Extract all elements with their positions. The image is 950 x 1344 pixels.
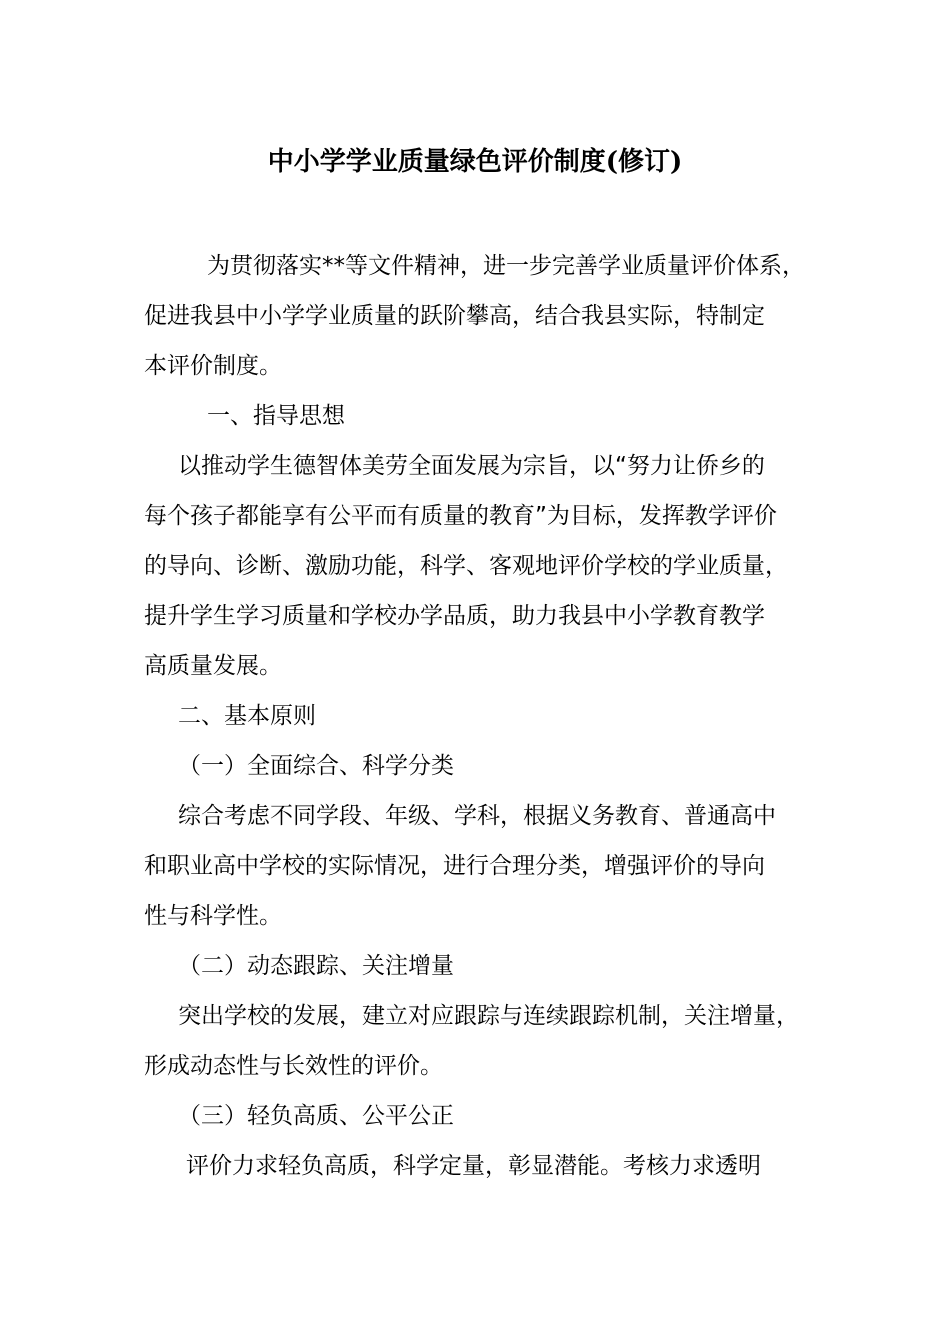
paragraph-line: 突出学校的发展，建立对应跟踪与连续跟踪机制，关注增量， [178,1003,799,1029]
subsection-heading: （三）轻负高质、公平公正 [178,1103,454,1129]
paragraph-line: 形成动态性与长效性的评价。 [144,1053,443,1079]
section-heading: 二、基本原则 [178,703,316,729]
paragraph-line: 提升学生学习质量和学校办学品质，助力我县中小学教育教学 [144,603,765,629]
document-title: 中小学学业质量绿色评价制度(修订) [267,147,683,177]
paragraph-line: 综合考虑不同学段、年级、学科，根据义务教育、普通高中 [178,803,776,829]
paragraph-line: 每个孩子都能享有公平而有质量的教育”为目标，发挥教学评价 [144,503,777,529]
paragraph-line: 评价力求轻负高质，科学定量，彰显潜能。考核力求透明 [186,1153,761,1179]
section-heading: 一、指导思想 [207,403,345,429]
paragraph-line: 为贯彻落实**等文件精神，进一步完善学业质量评价体系， [207,253,805,279]
paragraph-line: 本评价制度。 [144,353,282,379]
paragraph-line: 促进我县中小学学业质量的跃阶攀高，结合我县实际，特制定 [144,303,765,329]
paragraph-line: 性与科学性。 [144,903,282,929]
subsection-heading: （一）全面综合、科学分类 [178,753,454,779]
paragraph-line: 高质量发展。 [144,653,282,679]
paragraph-line: 和职业高中学校的实际情况，进行合理分类，增强评价的导向 [144,853,765,879]
subsection-heading: （二）动态跟踪、关注增量 [178,953,454,979]
paragraph-line: 以推动学生德智体美劳全面发展为宗旨，以“努力让侨乡的 [178,453,765,479]
paragraph-line: 的导向、诊断、激励功能，科学、客观地评价学校的学业质量， [144,553,788,579]
